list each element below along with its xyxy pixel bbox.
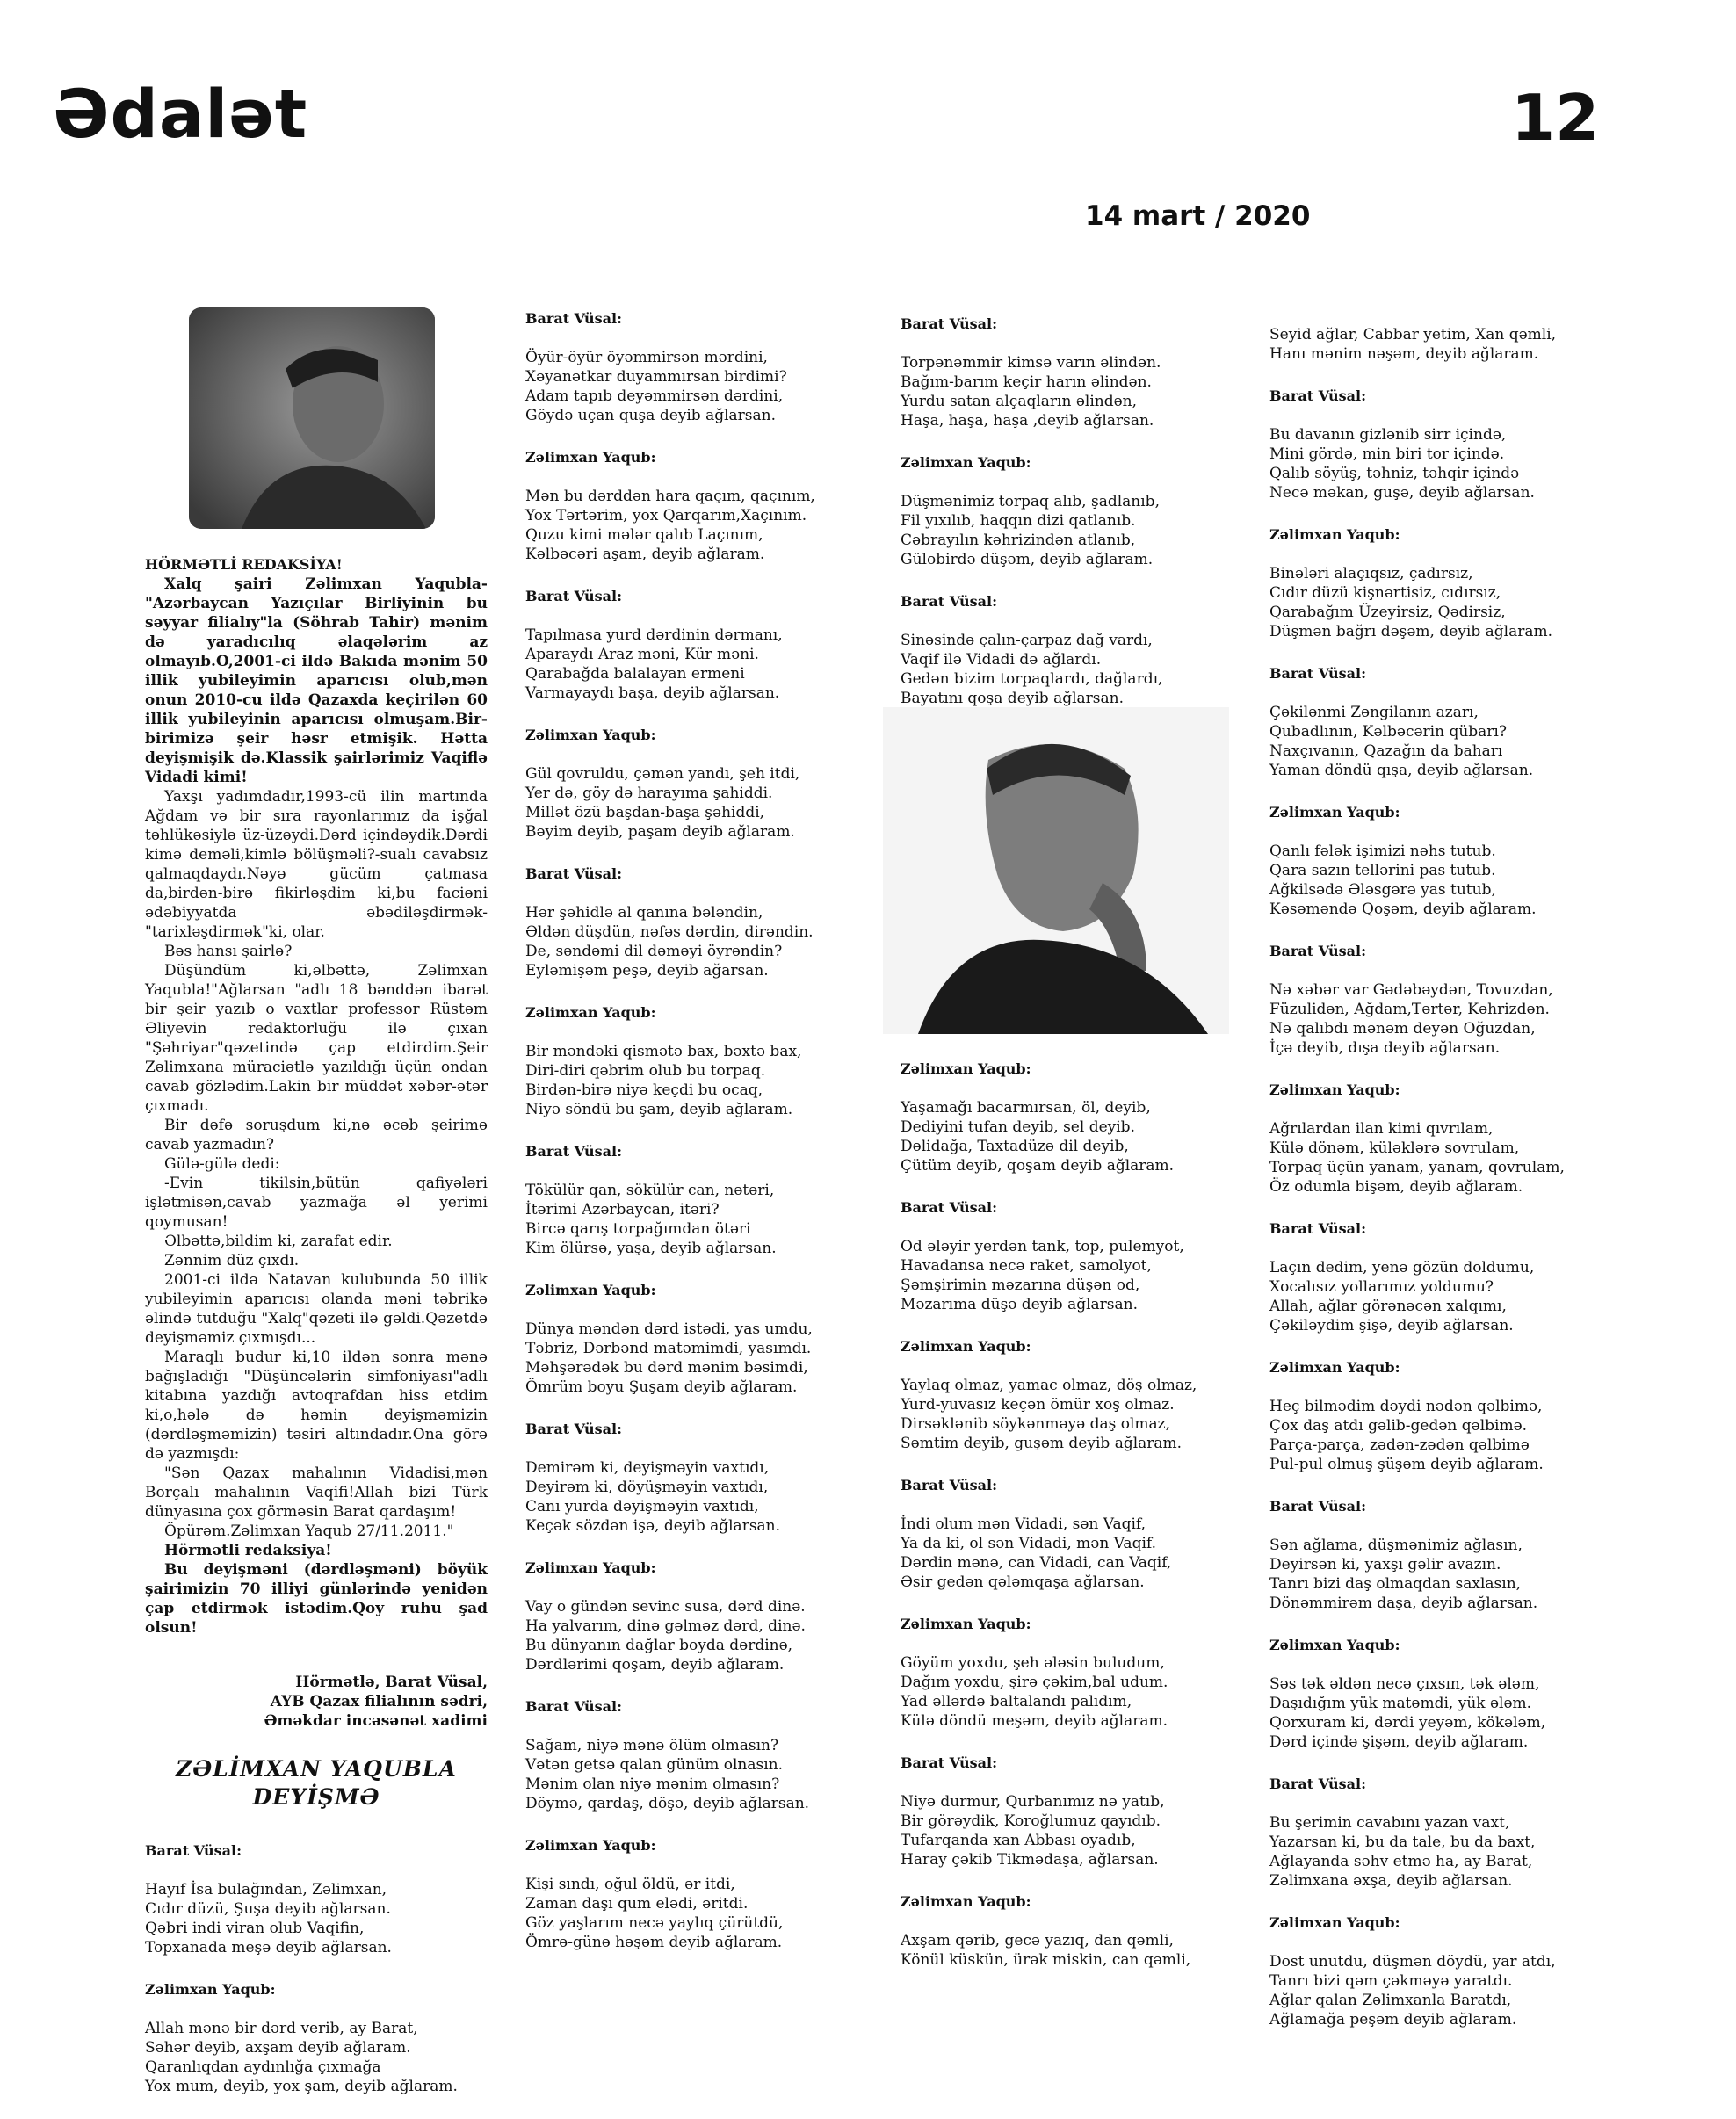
stanza <box>1269 980 1603 1058</box>
stanza-line: Bu dünyanın dağlar boyda dərdinə, <box>525 1637 793 1654</box>
stanza-line: Tökülür qan, sökülür can, nətəri, <box>525 1182 775 1199</box>
stanza-line: Ağlamağa peşəm deyib ağlaram. <box>1269 2011 1517 2029</box>
speaker-name: Barat Vüsal: <box>525 1698 623 1715</box>
stanza-line: Xəyanətkar duyammırsan birdimi? <box>525 368 787 386</box>
stanza-line: İtərimi Azərbaycan, itəri? <box>525 1201 720 1219</box>
stanza-line: Bağım-barım keçir harın əlindən. <box>901 373 1152 391</box>
speaker-name: Zəlimxan Yaqub: <box>1269 804 1400 821</box>
stanza-line: Təbriz, Dərbənd matəmimdi, yasımdı. <box>525 1340 812 1357</box>
stanza <box>525 1458 877 1536</box>
stanza-line: Könül küskün, ürək miskin, can qəmli, <box>901 1951 1191 1969</box>
stanza-line: Qarabağım Üzeyirsiz, Qədirsiz, <box>1269 604 1506 621</box>
stanza-line: Quzu kimi mələr qalıb Laçınım, <box>525 526 763 544</box>
stanza-line: Laçın dedim, yenə gözün doldumu, <box>1269 1259 1535 1276</box>
stanza-line: Axşam qərib, gecə yazıq, dan qəmli, <box>901 1932 1174 1949</box>
stanza-line: Dost unutdu, düşmən döydü, yar atdı, <box>1269 1953 1556 1971</box>
stanza-line: Tanrı bizi qəm çəkməyə yaratdı. <box>1269 1972 1513 1990</box>
speaker-name: Barat Vüsal: <box>145 1842 242 1859</box>
issue-date: 14 mart / 2020 <box>1085 200 1311 232</box>
speaker-name: Zəlimxan Yaqub: <box>1269 1359 1400 1376</box>
stanza-line: Bayatını qoşa deyib ağlarsan. <box>901 690 1125 707</box>
stanza-line: Allah mənə bir dərd verib, ay Barat, <box>145 2020 418 2037</box>
stanza-line: Göyüm yoxdu, şeh ələsin buludum, <box>901 1654 1165 1672</box>
stanza-line: Vaqif ilə Vidadi də ağlardı. <box>901 651 1102 669</box>
stanza-line: Varmayaydı başa, deyib ağlarsan. <box>525 684 780 702</box>
stanza-line: Parça-parça, zədən-zədən qəlbimə <box>1269 1436 1530 1454</box>
stanza-line: Ağlayanda səhv etmə ha, ay Barat, <box>1269 1853 1533 1870</box>
speaker-name: Zəlimxan Yaqub: <box>525 1282 656 1298</box>
stanza <box>901 353 1252 430</box>
stanza <box>1269 1952 1603 2029</box>
stanza <box>901 631 1252 708</box>
stanza <box>525 626 877 703</box>
stanza-line: Sinəsində çalın-çarpaz dağ vardı, <box>901 632 1153 649</box>
stanza-line: Keçək sözdən işə, deyib ağlarsan. <box>525 1517 781 1535</box>
stanza-line: Millət özü başdan-başa şəhiddi, <box>525 804 765 821</box>
stanza-line: Bəyim deyib, paşam deyib ağlaram. <box>525 823 795 841</box>
stanza-line: Allah, ağlar görənəcən xalqımı, <box>1269 1298 1507 1315</box>
letter-lead: Xalq şairi Zəlimxan Yaqubla-"Azərbaycan Yazıçılar Birliyinin bu səyyar filialıy"la (Söhrab Tahir) mənim də yaradıcılıq əlaqələrim az olmayıb.O,2001-ci ildə Bakıda mənim 50 illik yubileyimin aparıcısı olub,mən onun 2010-cu ildə Qazaxda keçirilən 60 illik yubileyinin aparıcısı olmuşam.Bir-birimizə şeir həsr etmişik. Hətta deyişmişik də.Klassik şairlərimiz Vaqiflə Vidadi kimi! <box>145 575 488 786</box>
stanza-line: Pul-pul olmuş şüşəm deyib ağlaram. <box>1269 1456 1544 1473</box>
stanza-line: Kəlbəcəri aşam, deyib ağlaram. <box>525 546 765 563</box>
column-2 <box>525 309 877 1975</box>
stanza-line: Mən bu dərddən hara qaçım, qaçınım, <box>525 488 815 505</box>
letter-paragraph: Bəs hansı şairlə? <box>164 943 293 960</box>
stanza <box>525 1320 877 1397</box>
stanza-line: Haşa, haşa, haşa ,deyib ağlarsan. <box>901 412 1154 430</box>
stanza <box>901 1376 1252 1453</box>
stanza-line: Niyə durmur, Qurbanımız nə yatıb, <box>901 1793 1165 1811</box>
letter-closing: Bu deyişməni (dərdləşməni) böyük şairimizin 70 illiyi günlərində yenidən çap etdirmək istədim.Qoy ruhu şad olsun! <box>145 1561 488 1637</box>
speaker-name: Zəlimxan Yaqub: <box>1269 1914 1400 1931</box>
stanza-line: Səs tək əldən necə çıxsın, tək ələm, <box>1269 1675 1540 1693</box>
stanza-line: Öz odumla bişəm, deyib ağlaram. <box>1269 1178 1523 1196</box>
stanza <box>145 1880 488 1957</box>
stanza-line: Dönəmmirəm daşa, deyib ağlarsan. <box>1269 1595 1538 1612</box>
column-3-top <box>901 315 1252 708</box>
speaker-name: Barat Vüsal: <box>1269 1775 1367 1792</box>
stanza-line: Kəsəməndə Qoşəm, deyib ağlaram. <box>1269 900 1537 918</box>
stanza-line: Binələri alaçıqsız, çadırsız, <box>1269 565 1473 582</box>
stanza-line: Bu davanın gizlənib sirr içində, <box>1269 426 1507 444</box>
stanza-line: Zəlimxana əxşa, deyib ağlarsan. <box>1269 1872 1513 1890</box>
column-4 <box>1269 325 1603 2052</box>
stanza-line: Hanı mənim nəşəm, deyib ağlaram. <box>1269 345 1539 363</box>
stanza-line: De, səndəmi dil dəməyi öyrəndin? <box>525 943 783 960</box>
stanza-line: Yazarsan ki, bu da tale, bu da baxt, <box>1269 1833 1536 1851</box>
letter-paragraph: -Evin tikilsin,bütün qafiyələri işlətmisən,cavab yazmağa əl yerimi qoymusan! <box>145 1175 488 1231</box>
stanza-line: Cəbrayılın kəhrizindən atlanıb, <box>901 532 1136 549</box>
stanza <box>1269 1674 1603 1752</box>
stanza-line: Nə xəbər var Gədəbəydən, Tovuzdan, <box>1269 981 1553 999</box>
stanza <box>901 1098 1252 1175</box>
stanza-line: Diri-diri qəbrim olub bu torpaq. <box>525 1062 766 1080</box>
stanza-line: Adam tapıb deyəmmirsən dərdini, <box>525 387 784 405</box>
stanza-line: Yurdu satan alçaqların əlindən, <box>901 393 1138 410</box>
stanza-line: Aparaydı Araz məni, Kür məni. <box>525 646 759 663</box>
stanza-line: Torpənəmmir kimsə varın əlindən. <box>901 354 1161 372</box>
speaker-name: Barat Vüsal: <box>901 315 998 332</box>
stanza-line: Ha yalvarım, dinə gəlməz dərd, dinə. <box>525 1617 806 1635</box>
speaker-name: Barat Vüsal: <box>525 865 623 882</box>
stanza-line: Necə məkan, guşə, deyib ağlarsan. <box>1269 484 1535 502</box>
letter-paragraph: Zənnim düz çıxdı. <box>164 1252 300 1269</box>
stanza-line: Xocalısız yollarımız yoldumu? <box>1269 1278 1494 1296</box>
speaker-name: Barat Vüsal: <box>1269 1220 1367 1237</box>
stanza-line: Mənim olan niyə mənim olmasın? <box>525 1775 780 1793</box>
stanza-line: Heç bilmədim dəydi nədən qəlbimə, <box>1269 1398 1543 1415</box>
stanza-line: Bircə qarış torpağımdan ötəri <box>525 1220 751 1238</box>
letter-greeting: HÖRMƏTLİ REDAKSİYA! <box>145 556 343 573</box>
signature-line: AYB Qazax filialının sədri, <box>270 1693 488 1710</box>
stanza-line: Döymə, qardaş, döşə, deyib ağlarsan. <box>525 1795 810 1812</box>
stanza-line: Torpaq üçün yanam, yanam, qovrulam, <box>1269 1159 1565 1176</box>
stanza-line: Füzulidən, Ağdam,Tərtər, Kəhrizdən. <box>1269 1001 1550 1018</box>
stanza-line: Göydə uçan quşa deyib ağlarsan. <box>525 407 777 424</box>
column-1 <box>145 555 488 2119</box>
stanza-line: Məhşərədək bu dərd mənim bəsimdi, <box>525 1359 808 1377</box>
stanza-line: Əsir gedən qələmqaşa ağlarsan. <box>901 1573 1145 1591</box>
stanza-line: Külə dönəm, küləklərə sovrulam, <box>1269 1139 1520 1157</box>
stanza-line: Dəlidağa, Taxtadüzə dil deyib, <box>901 1138 1129 1155</box>
stanza <box>901 1792 1252 1869</box>
stanza-line: Ömrüm boyu Şuşam deyib ağlaram. <box>525 1378 798 1396</box>
stanza <box>901 1237 1252 1314</box>
stanza-line: Dərd içində şişəm, deyib ağlaram. <box>1269 1733 1529 1751</box>
stanza-line: Səhər deyib, axşam deyib ağlaram. <box>145 2039 411 2057</box>
letter-paragraph: Bir dəfə soruşdum ki,nə əcəb şeirimə cavab yazmadın? <box>145 1117 488 1154</box>
stanza-line: Sən ağlama, düşmənimiz ağlasın, <box>1269 1537 1523 1554</box>
stanza-line: Dağım yoxdu, şirə çəkim,bal udum. <box>901 1674 1168 1691</box>
speaker-name: Zəlimxan Yaqub: <box>901 1338 1031 1355</box>
speaker-name: Barat Vüsal: <box>901 1477 998 1493</box>
stanza <box>525 903 877 980</box>
speaker-name: Zəlimxan Yaqub: <box>525 727 656 743</box>
stanza-line: Hər şəhidlə al qanına bələndin, <box>525 904 763 922</box>
speaker-name: Zəlimxan Yaqub: <box>901 1893 1031 1910</box>
stanza-line: Düşmənimiz torpaq alıb, şadlanıb, <box>901 493 1160 510</box>
stanza-line: Qarabağda balalayan ermeni <box>525 665 745 683</box>
stanza-line: Yaşamağı bacarmırsan, öl, deyib, <box>901 1099 1151 1117</box>
stanza-line: Yurd-yuvasız keçən ömür xoş olmaz. <box>901 1396 1175 1414</box>
stanza-line: Çəkiləydim şişə, deyib ağlarsan. <box>1269 1317 1514 1334</box>
stanza-line: Qorxuram ki, dərdi yeyəm, kökələm, <box>1269 1714 1546 1732</box>
stanza-line: Məzarıma düşə deyib ağlarsan. <box>901 1296 1138 1313</box>
stanza-line: Bir görəydik, Koroğlumuz qayıdıb. <box>901 1812 1161 1830</box>
stanza-line: Kişi sındı, oğul öldü, ər itdi, <box>525 1876 735 1893</box>
stanza-line: Tanrı bizi daş olmaqdan saxlasın, <box>1269 1575 1522 1593</box>
stanza-line: Cıdır düzü, Şuşa deyib ağlarsan. <box>145 1900 391 1918</box>
stanza <box>901 1931 1252 1970</box>
stanza-line: Qubadlının, Kəlbəcərin qübarı? <box>1269 723 1507 741</box>
poem-title-line: ZƏLİMXAN YAQUBLA <box>176 1756 457 1782</box>
stanza-line: Ağlar qalan Zəlimxanla Baratdı, <box>1269 1992 1512 2009</box>
poem-title-line: DEYİŞMƏ <box>252 1784 380 1810</box>
stanza-line: Topxanada meşə deyib ağlarsan. <box>145 1939 392 1956</box>
stanza <box>525 1875 877 1952</box>
stanza <box>1269 703 1603 780</box>
speaker-name: Barat Vüsal: <box>525 310 623 327</box>
stanza-line: Yaylaq olmaz, yamac olmaz, döş olmaz, <box>901 1377 1197 1394</box>
stanza <box>1269 1397 1603 1474</box>
stanza-line: Gedən bizim torpaqlardı, dağlardı, <box>901 670 1163 688</box>
stanza-line: Canı yurda dəyişməyin vaxtıdı, <box>525 1498 759 1515</box>
stanza-line: Dərdin mənə, can Vidadi, can Vaqif, <box>901 1554 1172 1572</box>
stanza-line: Dərdlərimi qoşam, deyib ağlaram. <box>525 1656 785 1674</box>
speaker-name: Zəlimxan Yaqub: <box>525 449 656 466</box>
stanza-line: Qara sazın tellərini pas tutub. <box>1269 862 1496 879</box>
stanza <box>525 1736 877 1813</box>
stanza-line: Yox mum, deyib, yox şam, deyib ağlaram. <box>145 2078 458 2095</box>
speaker-name: Barat Vüsal: <box>525 1143 623 1160</box>
stanza-line: Deyirsən ki, yaxşı gəlir avazın. <box>1269 1556 1501 1573</box>
stanza-line: Kim ölürsə, yaşa, deyib ağlarsan. <box>525 1240 777 1257</box>
speaker-name: Barat Vüsal: <box>525 588 623 604</box>
column-3-bottom <box>901 1060 1252 1992</box>
letter-closing-header: Hörmətli redaksiya! <box>164 1542 332 1559</box>
stanza <box>901 1515 1252 1592</box>
stanza-line: Yad əllərdə baltalandı palıdım, <box>901 1693 1132 1710</box>
letter-paragraph: Gülə-gülə dedi: <box>164 1155 280 1173</box>
stanza <box>1269 1536 1603 1613</box>
stanza-line: İndi olum mən Vidadi, sən Vaqif, <box>901 1515 1146 1533</box>
portrait-photo-1 <box>189 307 435 529</box>
stanza-line: Əldən düşdün, nəfəs dərdin, dirəndin. <box>525 923 814 941</box>
stanza-line: Dünya məndən dərd istədi, yas umdu, <box>525 1320 813 1338</box>
stanza <box>1269 1813 1603 1891</box>
stanza-line: Naxçıvanın, Qazağın da baharı <box>1269 742 1503 760</box>
stanza-line: İçə deyib, dışa deyib ağlarsan. <box>1269 1039 1501 1057</box>
stanza <box>901 1653 1252 1731</box>
letter-signature <box>145 1673 488 1731</box>
stanza-line: Öyür-öyür öyəmmirsən mərdini, <box>525 349 768 366</box>
stanza-line: Qanlı fələk işimizi nəhs tutub. <box>1269 843 1496 860</box>
stanza-line: Hayıf İsa bulağından, Zəlimxan, <box>145 1881 387 1898</box>
stanza-line: Nə qalıbdı mənəm deyən Oğuzdan, <box>1269 1020 1536 1038</box>
stanza <box>1269 842 1603 919</box>
poem-title <box>145 1755 488 1812</box>
letter-paragraphs <box>145 787 488 1541</box>
stanza-line: Vay o gündən sevinc susa, dərd dinə. <box>525 1598 806 1616</box>
speaker-name: Zəlimxan Yaqub: <box>525 1559 656 1576</box>
column-3 <box>901 315 1252 1969</box>
stanza <box>525 1042 877 1119</box>
stanza <box>525 764 877 842</box>
speaker-name: Barat Vüsal: <box>1269 1498 1367 1515</box>
stanza <box>145 2019 488 2096</box>
letter-paragraph: 2001-ci ildə Natavan kulubunda 50 illik yubileyimin aparıcısı olanda məni təbrikə əlində tutduğu "Xalq"qəzeti ilə gəldi.Qəzetdə deyişməmiz çıxmışdı... <box>145 1271 488 1347</box>
stanza-line: Vətən getsə qalan günüm olnasın. <box>525 1756 784 1774</box>
stanza-line: Havadansa necə raket, samolyot, <box>901 1257 1152 1275</box>
speaker-name: Barat Vüsal: <box>901 593 998 610</box>
speaker-name: Barat Vüsal: <box>1269 387 1367 404</box>
speaker-name: Zəlimxan Yaqub: <box>145 1981 276 1998</box>
stanza-line: Bu şerimin cavabını yazan vaxt, <box>1269 1814 1510 1832</box>
speaker-name: Zəlimxan Yaqub: <box>901 1616 1031 1632</box>
stanza-line: Daşıdığım yük matəmdi, yük ələm. <box>1269 1695 1532 1712</box>
speaker-name: Zəlimxan Yaqub: <box>525 1837 656 1854</box>
stanza-line: Qalıb söyüş, təhniz, təhqir içində <box>1269 465 1520 482</box>
stanza-line: Bir məndəki qismətə bax, bəxtə bax, <box>525 1043 802 1060</box>
stanza-line: Demirəm ki, deyişməyin vaxtıdı, <box>525 1459 770 1477</box>
stanza-line: Ya da ki, ol sən Vidadi, mən Vaqif. <box>901 1535 1156 1552</box>
speaker-name: Barat Vüsal: <box>1269 665 1367 682</box>
letter-paragraph: "Sən Qazax mahalının Vidadisi,mən Borçalı mahalının Vaqifi!Allah bizi Türk dünyasına çox görməsin Barat qardaşım! <box>145 1464 488 1521</box>
speaker-name: Zəlimxan Yaqub: <box>525 1004 656 1021</box>
stanza-line: Ağrılardan ilan kimi qıvrılam, <box>1269 1120 1494 1138</box>
stanza-line: Çox daş atdı gəlib-gedən qəlbimə. <box>1269 1417 1528 1435</box>
stanza-line: Qaranlıqdan aydınlığa çıxmağa <box>145 2058 381 2076</box>
stanza-line: Od ələyir yerdən tank, top, pulemyot, <box>901 1238 1184 1255</box>
stanza-line: Seyid ağlar, Cabbar yetim, Xan qəmli, <box>1269 326 1557 344</box>
stanza-line: Yaman döndü qışa, deyib ağlarsan. <box>1269 762 1534 779</box>
speaker-name: Barat Vüsal: <box>1269 943 1367 959</box>
stanza-line: Gül qovruldu, çəmən yandı, şeh itdi, <box>525 765 800 783</box>
stanza-line: Ağkilsədə Ələsgərə yas tutub, <box>1269 881 1496 899</box>
letter-paragraph: Düşündüm ki,əlbəttə, Zəlimxan Yaqubla!"Ağlarsan "adlı 18 bənddən ibarət bir şeir yazıb o vaxtlar professor Rüstəm Əliyevin redaktorluğu ilə çıxan "Şəhriyar"qəzetində çap etdirdim.Şeir Zəlimxana müraciətlə yazıldığı üçün ondan cavab gözlədim.Lakin bir müddət xəbər-ətər çıxmadı. <box>145 962 488 1115</box>
stanza <box>525 1181 877 1258</box>
speaker-name: Barat Vüsal: <box>901 1199 998 1216</box>
speaker-name: Barat Vüsal: <box>525 1421 623 1437</box>
stanza-line: Gülobirdə düşəm, deyib ağlaram. <box>901 551 1154 568</box>
letter-paragraph: Əlbəttə,bildim ki, zarafat edir. <box>164 1233 393 1250</box>
stanza-line: Deyirəm ki, döyüşməyin vaxtıdı, <box>525 1479 769 1496</box>
portrait-photo-2 <box>883 707 1229 1034</box>
stanza-line: Yox Tərtərim, yox Qarqarım,Xaçınım. <box>525 507 807 524</box>
stanza-line: Tufarqanda xan Abbası oyadıb, <box>901 1832 1136 1849</box>
speaker-name: Barat Vüsal: <box>901 1754 998 1771</box>
letter-paragraph: Öpürəm.Zəlimxan Yaqub 27/11.2011." <box>164 1522 454 1540</box>
stanza-line: Haray çəkib Tikmədaşa, ağlarsan. <box>901 1851 1159 1869</box>
stanza <box>901 492 1252 569</box>
stanza <box>525 348 877 425</box>
stanza <box>1269 325 1603 364</box>
column-1-poem <box>145 1841 488 2096</box>
stanza-line: Zaman daşı qum elədi, əritdi. <box>525 1895 749 1913</box>
stanza <box>525 487 877 564</box>
letter-paragraph: Maraqlı budur ki,10 ildən sonra mənə bağışladığı "Düşüncələrin simfoniyası"adlı kitabına yazdığı avtoqrafdan hiss etdim ki,o,hələ də həmin deyişməmizin (dərdləşməmizin) təsiri altındadır.Ona görə də yazmışdı: <box>145 1349 488 1463</box>
stanza-line: Fil yıxılıb, haqqın dizi qatlanıb. <box>901 512 1136 530</box>
speaker-name: Zəlimxan Yaqub: <box>1269 526 1400 543</box>
stanza-line: Tapılmasa yurd dərdinin dərmanı, <box>525 626 783 644</box>
stanza-line: Düşmən bağrı dəşəm, deyib ağlaram. <box>1269 623 1553 640</box>
stanza-line: Qəbri indi viran olub Vaqifin, <box>145 1920 365 1937</box>
stanza-line: Səmtim deyib, guşəm deyib ağlaram. <box>901 1435 1183 1452</box>
stanza-line: Yer də, göy də harayıma şahiddi. <box>525 785 773 802</box>
stanza <box>525 1597 877 1674</box>
stanza-line: Göz yaşlarım necə yaylıq çürütdü, <box>525 1914 784 1932</box>
speaker-name: Zəlimxan Yaqub: <box>901 1060 1031 1077</box>
stanza-line: Niyə söndü bu şam, deyib ağlaram. <box>525 1101 793 1118</box>
stanza-line: Mini gördə, min biri tor içində. <box>1269 445 1505 463</box>
speaker-name: Zəlimxan Yaqub: <box>901 454 1031 471</box>
stanza <box>1269 564 1603 641</box>
stanza-line: Çəkilənmi Zəngilanın azarı, <box>1269 704 1479 721</box>
stanza-line: Dediyini tufan deyib, sel deyib. <box>901 1118 1135 1136</box>
stanza-line: Birdən-birə niyə keçdi bu ocaq, <box>525 1081 763 1099</box>
stanza-line: Cıdır düzü kişnərtisiz, cıdırsız, <box>1269 584 1501 602</box>
speaker-name: Zəlimxan Yaqub: <box>1269 1637 1400 1653</box>
stanza-line: Eyləmişəm peşə, deyib ağarsan. <box>525 962 769 980</box>
page-number: 12 <box>1511 81 1600 155</box>
stanza-line: Dirsəklənib söykənməyə daş olmaz, <box>901 1415 1171 1433</box>
stanza <box>1269 1258 1603 1335</box>
stanza-line: Sağam, niyə mənə ölüm olmasın? <box>525 1737 779 1754</box>
stanza-line: Ömrə-günə həşəm deyib ağlaram. <box>525 1934 783 1951</box>
speaker-name: Zəlimxan Yaqub: <box>1269 1081 1400 1098</box>
stanza-line: Şəmşirimin məzarına düşən od, <box>901 1276 1140 1294</box>
stanza-line: Çütüm deyib, qoşam deyib ağlaram. <box>901 1157 1175 1175</box>
stanza-line: Külə döndü meşəm, deyib ağlaram. <box>901 1712 1168 1730</box>
letter-paragraph: Yaxşı yadımdadır,1993-cü ilin martında Ağdam və bir sıra rayonlarımız da işğal təhlükəsiylə üz-üzəydi.Dərd içindəydik.Dərdi kimə deməli,kimlə bölüşməli?-sualı cavabsız qalmaqdaydı.Nəyə gücüm çatmasa da,birdən-birə fikirləşdim ki,bu faciəni ədəbiyyatda əbədiləşdirmək-"tarixləşdirmək"ki, olar. <box>145 788 488 941</box>
stanza <box>1269 425 1603 503</box>
signature-line: Əməkdar incəsənət xadimi <box>264 1712 488 1730</box>
stanza <box>1269 1119 1603 1197</box>
signature-line: Hörmətlə, Barat Vüsal, <box>295 1674 488 1691</box>
masthead: Ədalət <box>53 75 308 153</box>
